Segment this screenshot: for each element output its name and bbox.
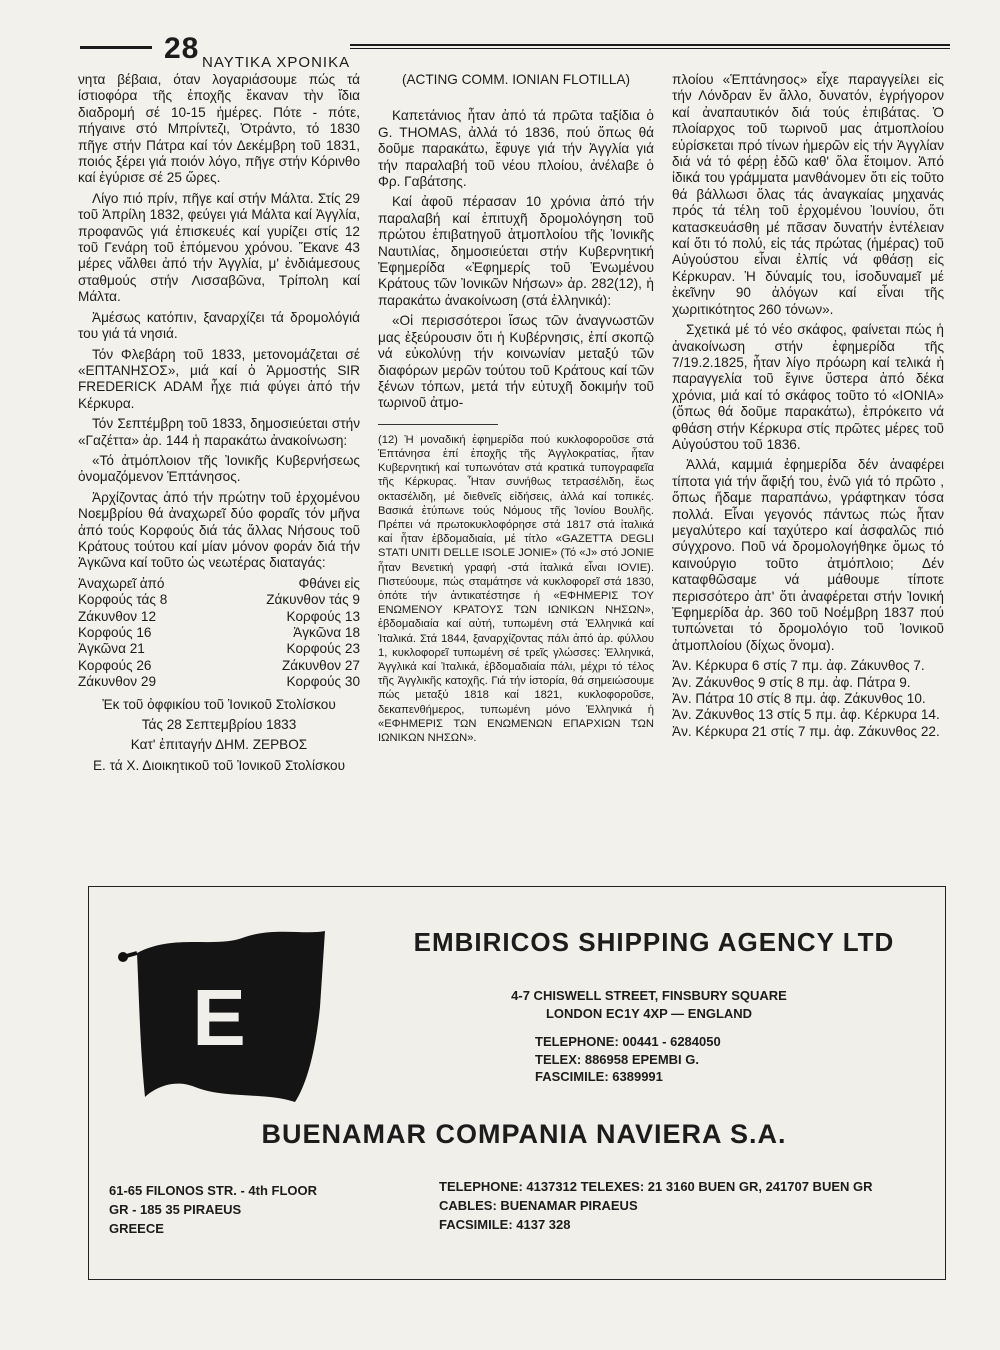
paragraph: Τόν Σεπτέμβρη τοῦ 1833, δημοσιεύεται στήν «Γαζέττα» ἀρ. 144 ἡ παρακάτω ἀνακοίνωση: — [78, 416, 360, 448]
embiricos-company-name: EMBIRICOS SHIPPING AGENCY LTD — [413, 927, 895, 957]
schedule-cell: Κορφούς 23 — [286, 641, 360, 657]
address-line: GR - 185 35 PIRAEUS — [109, 1202, 242, 1217]
footnote-divider — [378, 424, 498, 425]
schedule-cell: Κορφούς 13 — [286, 608, 360, 624]
schedule-row — [78, 641, 360, 657]
schedule-cell: Κορφούς 26 — [78, 657, 152, 673]
buenamar-address — [109, 1181, 317, 1238]
schedule-cell: Ἀγκῶνα 18 — [293, 625, 360, 640]
section-heading: (ACTING COMM. IONIAN FLOTILLA) — [401, 72, 631, 87]
header-rule-right — [350, 44, 950, 46]
schedule-cell: Κορφούς 30 — [286, 674, 360, 690]
telephone: TELEPHONE: 4137312 TELEXES: 21 3160 BUEN GR, 241707 BUEN GR — [439, 1179, 873, 1194]
paragraph: Σχετικά μέ τό νέο σκάφος, φαίνεται πώς ἡ ἀνακοίνωση στήν ἐφημερίδα τῆς 7/19.2.1825, ἦταν λίγο πρόωρη καί τελικά ἡ παραγγελία τοῦ ἔγινε ὕστερα ἀπό δέκα χρόνια, μιά καί τό σκάφος τοῦτο τό «IONIA» (ὅπως θά δοῦμε παρακάτω), ἐπρόκειτο νά φθάση στήν Κέρκυρα στίς πρῶτες μέρες τοῦ Αὐγούστου τοῦ 1836. — [672, 322, 944, 452]
schedule-cell: Ζάκυνθον 12 — [78, 608, 157, 624]
schedule-row — [78, 592, 360, 608]
column-3 — [672, 72, 944, 740]
schedule-row — [78, 658, 360, 674]
paragraph: «Οἱ περισσότεροι ἴσως τῶν ἀναγνωστῶν μας ἐξεύρουσιν ὅτι ἡ Κυβέρνησις, ἐπί σκοπῷ νά εὐκολύνῃ τήν κοινωνίαν μεταξύ τῶν διαφόρων μερῶν τούτου τοῦ Κράτους καί τῶν ξένων τόπων, μετά τήν εὐτυχῆ δοκιμήν τοῦ τωρινοῦ ἀτμο- — [378, 313, 654, 411]
schedule-cell: Ἀγκῶνα 21 — [78, 641, 145, 657]
schedule-cell: Κορφούς 16 — [78, 625, 152, 640]
schedule-row — [78, 674, 360, 690]
signature-line: Τάς 28 Σεπτεμβρίου 1833 — [141, 717, 297, 733]
buenamar-contacts — [439, 1177, 873, 1234]
embiricos-contacts — [535, 1033, 721, 1086]
schedule-cell: Ζάκυνθον 29 — [78, 674, 157, 690]
paragraph: Ἀμέσως κατόπιν, ξαναρχίζει τά δρομολόγιά του γιά τά νησιά. — [78, 309, 360, 342]
facsimile: FACSIMILE: 4137 328 — [439, 1217, 571, 1232]
header-rule-right-thin — [350, 48, 950, 49]
signature-line: Ε. τά Χ. Διοικητικοῦ τοῦ Ἰονικοῦ Στολίσκου — [92, 757, 346, 773]
schedule-cell: Ἀναχωρεῖ ἀπό — [78, 575, 165, 591]
publication-title: ΝΑΥΤΙΚΑ ΧΡΟΝΙΚΑ — [202, 54, 351, 71]
advertisement-box — [88, 886, 946, 1280]
address-line: LONDON EC1Y 4XP — ENGLAND — [545, 1006, 753, 1021]
embiricos-address — [469, 987, 829, 1023]
flag-letter: E — [192, 973, 246, 1062]
schedule-row — [78, 609, 360, 625]
paragraph: Λίγο πιό πρίν, πῆγε καί στήν Μάλτα. Στίς 29 τοῦ Ἀπρίλη 1832, φεύγει γιά Μάλτα καί Ἀγγλία, προφανῶς γιά ἐπισκευές καί γυρίζει στίς 12 τοῦ Γενάρη τοῦ ἑπόμενου χρόνου. Ἔκανε 43 μέρες νἄλθει ἀπό τήν Ἀγγλία, μ' ἐνδιάμεσους σταθμούς στήν Λισσαβῶνα, Τρίπολη καί Μάλτα. — [78, 190, 360, 305]
paragraph: Καί ἀφοῦ πέρασαν 10 χρόνια ἀπό τήν παραλαβή καί ἐπιτυχῆ δρομολόγηση τοῦ πρώτου ἐπιβατηγοῦ ἀτμοπλοίου τῆς Ἰονικῆς Ναυτιλίας, δημοσιεύεται στήν Κυβερνητική Ἐφημερίδα «Ἐφημερίς τοῦ Ἑνωμένου Κράτους τῶν Ἰονικῶν Νήσων» ἀρ. 282(12), ἡ παρακάτω ἀνακοίνωση (στά ἑλληνικά): — [378, 194, 654, 308]
schedule-row — [78, 576, 360, 592]
address-line: 61-65 FILONOS STR. - 4th FLOOR — [109, 1183, 318, 1198]
fascimile: FASCIMILE: 6389991 — [535, 1069, 663, 1084]
route-line: Ἀν. Ζάκυνθος 9 στίς 8 πμ. ἀφ. Πάτρα 9. — [672, 674, 911, 690]
route-line: Ἀν. Κέρκυρα 6 στίς 7 πμ. ἀφ. Ζάκυνθος 7. — [672, 658, 925, 674]
paragraph: Ἀρχίζοντας ἀπό τήν πρώτην τοῦ ἐρχομένου Νοεμβρίου θά ἀναχωρεῖ δύο φοραῖς τόν μῆνα ἀπό τούς Κορφούς διά τάς ἄλλας Νήσους τοῦ Κράτους τούτου καί μίαν μόνον φοράν διά τήν Ἀγκῶνα καί τοῦτο ὡς νεωτέρας διαταγάς: — [78, 489, 360, 571]
telex: TELEX: 886958 EPEMBI G. — [535, 1051, 700, 1067]
paragraph: νητα βέβαια, όταν λογαριάσουμε πώς τά ίστιοφόρα τῆς ἐποχῆς ἔκαναν τὴν ἴδια διαδρομή σέ 10-15 ἡμέρες. Πότε - πότε, πήγαινε στό Μπρίντεζι, Ὀτράντο, τό 1830 πῆγε στήν Πάτρα καί τόν Δεκέμβρη τοῦ 1831, ποιός ξέρει γιά ποιόν λόγο, πῆγε στήν Κόρινθο καί ἐγύρισε σέ 25 ὥρες. — [78, 72, 360, 186]
schedule-cell: Φθάνει εἰς — [298, 575, 360, 591]
column-2 — [378, 72, 654, 749]
buenamar-company-name: BUENAMAR COMPANIA NAVIERA S.A. — [261, 1119, 787, 1149]
address-line: GREECE — [109, 1221, 164, 1236]
schedule-cell: Ζάκυνθον 27 — [281, 657, 360, 673]
paragraph: Καπετάνιος ἦταν ἀπό τά πρῶτα ταξίδια ὁ G. THOMAS, ἀλλά τό 1836, πού ὅπως θά δοῦμε παρακάτω, ἔφυγε γιά τήν Ἀγγλία γιά τήν παραλαβή τοῦ νέου πλοίου, ἀνέλαβε ὁ Φρ. Γαβάτσης. — [378, 108, 654, 190]
cables: CABLES: BUENAMAR PIRAEUS — [439, 1198, 638, 1213]
company-flag-logo — [115, 927, 335, 1107]
signature-line: Κατ' ἐπιταγήν ΔΗΜ. ΖΕΡΒΟΣ — [130, 737, 308, 753]
paragraph: Τόν Φλεβάρη τοῦ 1833, μετονομάζεται σέ «ΕΠΤΑΝΗΣΟΣ», μιά καί ὁ Ἁρμοστής SIR FREDERICK ADAM ἦχε πιά φύγει ἀπό τήν Κέρκυρα. — [78, 346, 360, 411]
route-line: Ἀν. Ζάκυνθος 13 στίς 5 πμ. ἀφ. Κέρκυρα 14. — [672, 707, 940, 723]
route-line: Ἀν. Πάτρα 10 στίς 8 πμ. ἀφ. Ζάκυνθος 10. — [672, 691, 926, 707]
schedule-cell: Ζάκυνθον τάς 9 — [266, 592, 360, 608]
schedule-row — [78, 625, 360, 641]
telephone: TELEPHONE: 00441 - 6284050 — [535, 1034, 721, 1049]
column-1 — [78, 72, 360, 778]
paragraph: Ἀλλά, καμμιά ἐφημερίδα δέν ἀναφέρει τίποτα γιά τήν ἄφιξή του, ἐνῶ γιά τό πρῶτο , ὅπως ἤδαμε παραπάνω, γράφτηκαν τόσα πολλά. Εἶναι γεγονός πάντως πώς ἦταν μεγαλύτερο καί ταχύτερο καί ἀσφαλῶς πιό σύγχρονο. Ποῦ νά δρομολογήθηκε ὅμως τό καινούργιο τοῦτο ἀτμόπλοιο; Δέν καταφθῶσαμε νά μάθουμε τίποτε περισσότερο ἀπ' ὅτι ἀναφέρεται στήν Ἰονική Ἐφημερίδα ἀρ. 360 τοῦ Νοέμβρη 1837 πού τυπώνεται τό δρομολόγιο τοῦ Ἰονικοῦ ἀτμοπλοίου (δίχως ὄνομα). — [672, 457, 944, 653]
paragraph: «Τό ἀτμόπλοιον τῆς Ἰονικῆς Κυβερνήσεως ὀνομαζόμενον Ἑπτάνησος. — [78, 452, 360, 485]
page-number: 28 — [164, 32, 200, 65]
flag-pole-knob — [118, 952, 128, 962]
schedule-table — [78, 576, 360, 691]
paragraph: πλοίου «Ἑπτάνησος» εἶχε παραγγείλει εἰς τήν Λόνδραν ἕν ἄλλο, δυνατόν, ἐγρήγορον καί ἀναπαυτικόν διά τούς ἐπιβάτας. Ὁ πλοίαρχος τοῦ τωρινοῦ μας ἀτμοπλοίου εὑρίσκεται πρό τίνων ἡμερῶν εἰς τήν Ἀγγλίαν διά νά τό φέρῃ ἐδῶ καθ' ὅλα ἕτοιμον. Ἀπό ἰδικά του γράμματα μανθάνομεν ὅτι εἰς τοῦτο θά βάλλωσι ὅλας τάς ἀναγκαίας μηχανάς πρός τά τέλη τοῦ ἐρχομένου Ἰουνίου, ὅτι κατασκευάσθη μέ πᾶσαν δυνατήν ἐντέλειαν καί ὅτι τό πολύ, εἰς τάς πρώτας (ἡμέρας) τοῦ Αὐγούστου εἶναι ἐλπίς νά φθάσῃ εἰς Κέρκυραν. Ἡ δύναμίς του, ἰσοδυναμεῖ μέ ἐκεῖνην 90 ἀλόγων καί εἶναι τῆς χωριτικότητος 260 τόνων». — [672, 72, 944, 317]
signature-line: Ἐκ τοῦ ὀφφικίου τοῦ Ἰονικοῦ Στολίσκου — [102, 696, 336, 712]
route-line: Ἀν. Κέρκυρα 21 στίς 7 πμ. ἀφ. Ζάκυνθος 22. — [672, 723, 940, 739]
address-line: 4-7 CHISWELL STREET, FINSBURY SQUARE — [511, 988, 787, 1003]
schedule-cell: Κορφούς τάς 8 — [78, 592, 168, 608]
header-rule-left — [80, 46, 152, 49]
footnote: (12) Ἡ μοναδική ἐφημερίδα πού κυκλοφοροῦσε στά Ἑπτάνησα ἐπί ἐποχῆς τῆς Ἀγγλοκρατίας, ἦταν Κυβερνητική καί τυπωνόταν στά κρατικά τυπογραφεῖα τῆς Κέρκυρας. Ἦταν συνήθως τετρασέλιδη, ἕως οκτασέλιδη, μέ διεθνεῖς εἰδήσεις, ἀλλά καί τοπικές. Βασικά ἐτύπωνε τούς Νόμους τῆς Ἰονίου Βουλῆς. Πρέπει νά πρωτοκυκλοφόρησε στά 1817 στά ἰταλικά καί ἦταν ἑβδομαδιαία, μέ τίτλο «GAZETTA DEGLI STATI UNITI DELLE ISOLE JONIE» (Τό «J» στό JONIE ἦταν Βενετική γραφή -στά ἰταλικά εἶναι IOVIE). Πιστεύουμε, πώς σταμάτησε νά κυκλοφορεῖ στά 1830, ὁπότε τήν ἀντικατέστησε ἡ «ΕΦΗΜΕΡΙΣ ΤΟΥ ΕΝΩΜΕΝΟΥ ΚΡΑΤΟΥΣ ΤΩΝ ΙΩΝΙΚΩΝ ΝΗΣΩΝ», ἑβδομαδιαία καί αὐτή, τυπωμένη στά Ἑλληνικά καί Ἰταλικά. Στά 1844, ξαναρχίζοντας πάλι ἀπό ἀρ. φύλλου 1, κυκλοφορεῖ τυπωμένη σέ τρεῖς γλώσσες: Ἑλληνικά, Ἀγγλικά καί Ἰταλικά, ἑβδομαδιαία πάλι, μέχρι τό τέλος τῆς Ἀγγλικῆς κατοχῆς. Γιά τήν ἱστορία, θά σημειώσουμε πώς μεταξύ 1818 καί 1821, κυκλοφοροῦσε, δεκαπενθήμερος, τυπωμένη μόνο Ἑλληνικά ἡ «ΕΦΗΜΕΡΙΣ ΤΩΝ ΕΝΩΜΕΝΩΝ ΕΠΑΡΧΙΩΝ ΤΩΝ ΙΩΝΙΚΩΝ ΝΗΣΩΝ». — [378, 433, 654, 744]
